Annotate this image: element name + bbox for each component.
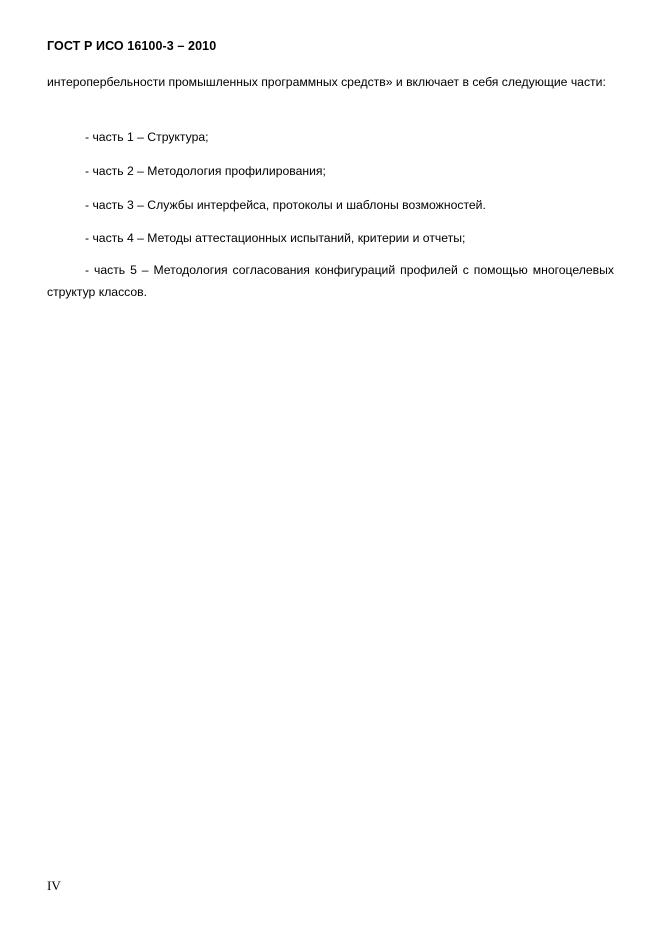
list-item-part-1: - часть 1 – Структура; <box>85 130 209 144</box>
page-number: IV <box>47 878 61 893</box>
document-header: ГОСТ Р ИСО 16100-3 – 2010 <box>47 39 217 53</box>
intro-paragraph: интеропербельности промышленных программных средств» и включает в себя следующие части: <box>47 75 606 89</box>
list-item-part-5: - часть 5 – Методология согласования конфигураций профилей с помощью многоцелевых структур классов. <box>47 263 614 299</box>
list-item-part-3: - часть 3 – Службы интерфейса, протоколы и шаблоны возможностей. <box>85 198 486 212</box>
list-item-part-4: - часть 4 – Методы аттестационных испытаний, критерии и отчеты; <box>85 231 466 245</box>
list-item-part-2: - часть 2 – Методология профилирования; <box>85 164 326 178</box>
